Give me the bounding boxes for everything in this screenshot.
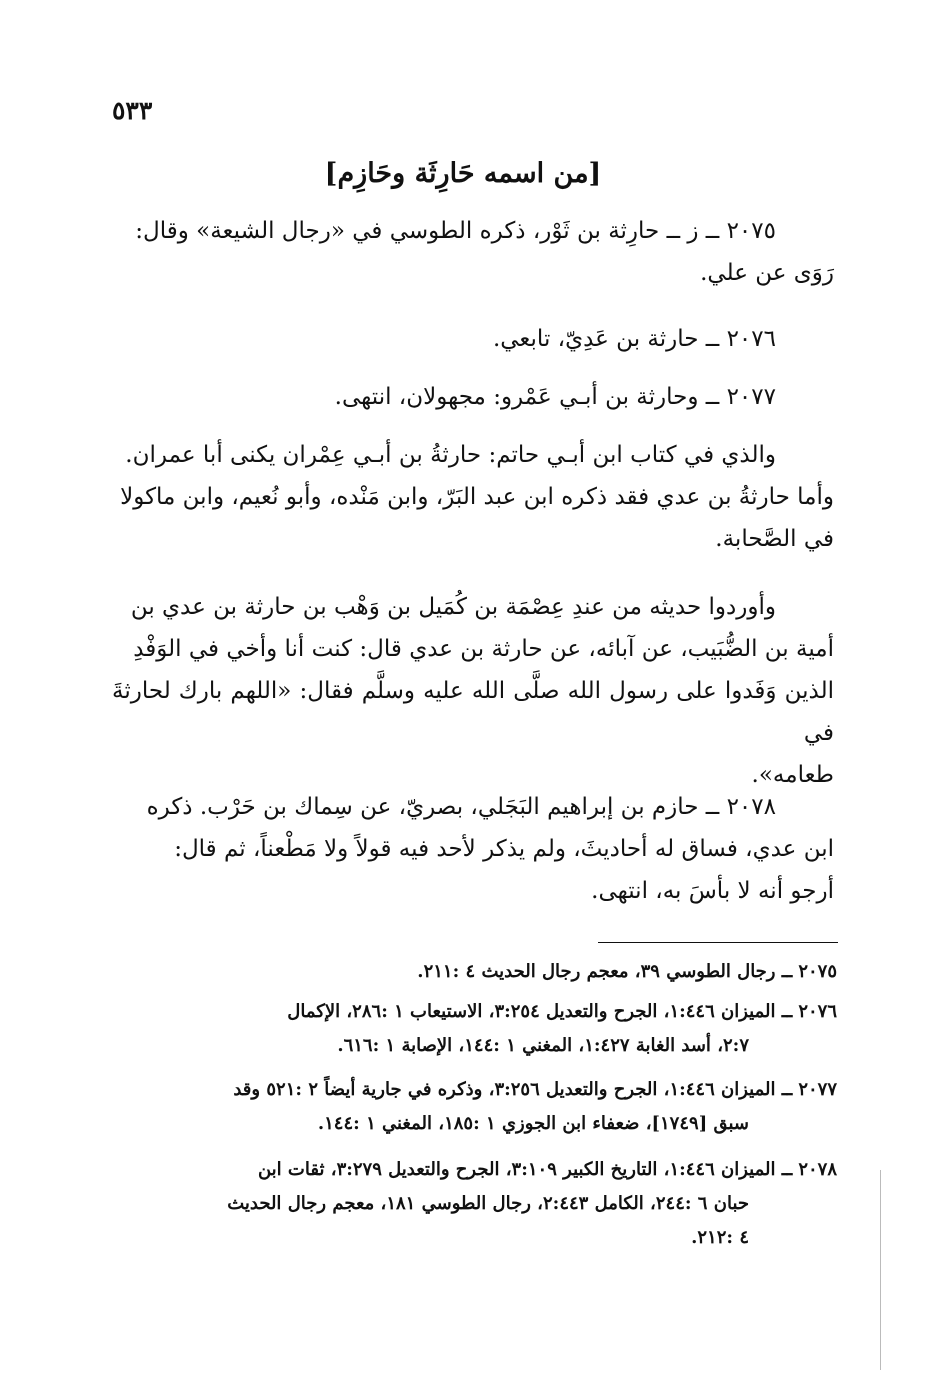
footnote-number: ٢٠٧٨ — [798, 1159, 837, 1180]
entry-line: في الصَّحابة. — [715, 526, 834, 552]
footnote-number: ٢٠٧٦ — [798, 1001, 837, 1022]
footnote-text: ــ الميزان ١:٤٤٦، التاريخ الكبير ٣:١٠٩، الجرح والتعديل ٣:٢٧٩، ثقات ابن — [257, 1159, 793, 1180]
paragraph-ibn-abi-hatim — [112, 434, 834, 560]
entry-line: ٢٠٧٥ ــ ز ــ حارِثة بن ثَوْر، ذكره الطوسي في «رجال الشيعة» وقال: — [135, 218, 776, 244]
entry-line: والذي في كتاب ابن أبـي حاتم: حارثةُ بن أبـي عِمْران يكنى أبا عمران. — [125, 442, 776, 468]
page-number: ٥٣٣ — [112, 96, 153, 125]
footnote-text: ــ الميزان ١:٤٤٦، الجرح والتعديل ٣:٢٥٦، وذكره في جارية أيضاً ٢ :٥٢١ وقد — [233, 1079, 793, 1100]
footnote-separator — [598, 942, 838, 943]
footnote-text: ــ رجال الطوسي ٣٩، معجم رجال الحديث ٤ :٢١١. — [417, 961, 793, 982]
entry-line: ابن عدي، فساق له أحاديثَ، ولم يذكر لأحد فيه قولاً ولا مَطْعناً، ثم قال: — [174, 836, 834, 862]
footnote-2077 — [112, 1073, 837, 1141]
footnote-continuation: حبان ٦ :٢٤٤، الكامل ٢:٤٤٣، رجال الطوسي ١٨١، معجم رجال الحديث — [227, 1193, 749, 1214]
paragraph-hadith — [112, 586, 834, 796]
entry-line: ٢٠٧٧ ــ وحارثة بن أبـي عَمْرو: مجهولان، انتهى. — [334, 384, 776, 410]
entry-line: ٢٠٧٦ ــ حارثة بن عَدِيّ، تابعي. — [492, 326, 776, 352]
footnote-2076 — [112, 995, 837, 1063]
entry-line: وأما حارثةُ بن عدي فقد ذكره ابن عبد البَرّ، وابن مَنْده، وأبو نُعيم، وابن ماكولا — [120, 484, 834, 510]
entry-line: وأوردوا حديثه من عندِ عِصْمَة بن كُمَيل بن وَهْب بن حارثة بن عدي بن — [130, 594, 776, 620]
entry-line: الذين وَفَدوا على رسول الله صلَّى الله عليه وسلَّم فقال: «اللهم بارك لحارثةَ في — [112, 678, 834, 746]
footnote-number: ٢٠٧٧ — [798, 1079, 837, 1100]
entry-2078 — [112, 786, 834, 912]
entry-2075 — [112, 210, 834, 294]
footnote-text: ــ الميزان ١:٤٤٦، الجرح والتعديل ٣:٢٥٤، الاستيعاب ١ :٢٨٦، الإكمال — [287, 1001, 793, 1022]
entry-line: ٢٠٧٨ ــ حازم بن إبراهيم البَجَلي، بصريّ، عن سِماك بن حَرْب. ذكره — [146, 794, 776, 820]
section-title: [من اسمه حَارِثَة وحَازِم] — [324, 158, 602, 189]
footnote-2075 — [112, 955, 837, 989]
entry-line: أمية بن الضُّبَيب، عن آبائه، عن حارثة بن عدي قال: كنت أنا وأخي في الوَفْدِ — [133, 636, 834, 662]
footnote-continuation: ٢:٧، أسد الغابة ١:٤٢٧، المغني ١ :١٤٤، الإصابة ١ :٦١٦. — [337, 1035, 749, 1056]
footnote-continuation: سبق [١٧٤٩]، ضعفاء ابن الجوزي ١ :١٨٥، المغني ١ :١٤٤. — [317, 1113, 749, 1134]
footnote-2078 — [112, 1153, 837, 1255]
entry-2076 — [112, 318, 834, 360]
entry-line: رَوَى عن علي. — [700, 260, 834, 286]
entry-2077 — [112, 376, 834, 418]
footnote-number: ٢٠٧٥ — [798, 961, 837, 982]
page-edge-line — [880, 1170, 881, 1370]
entry-line: طعامه». — [751, 762, 834, 788]
footnote-continuation: ٤ :٢١٢. — [691, 1227, 749, 1248]
entry-line: أرجو أنه لا بأسَ به، انتهى. — [591, 878, 834, 904]
